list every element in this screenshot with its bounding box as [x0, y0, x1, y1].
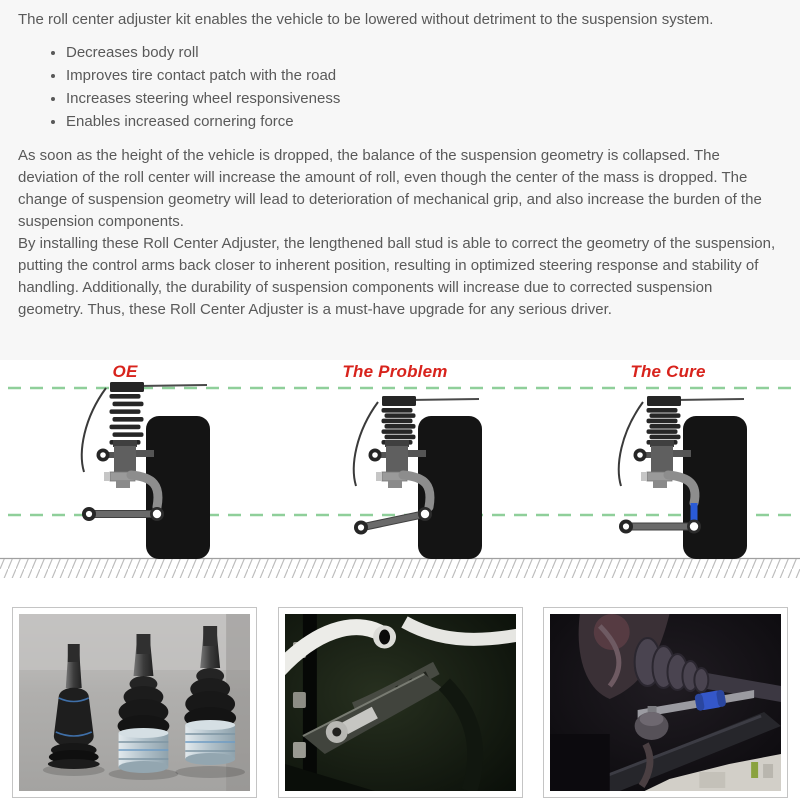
solution-paragraph: By installing these Roll Center Adjuster, the lengthened ball stud is able to correct the geometry of the suspension, putting the control arms back closer to inherent position, resulting in optimized steering response and stability of handling. Additionally, the durability of suspension components will increase due to corrected suspension geometry. Thus, these Roll Center Adjuster is a must-have upgrade for any serious driver. [18, 235, 776, 318]
photo-oem-suspension-underside [278, 607, 523, 798]
suspension-diagram [0, 360, 800, 585]
coil-spring [110, 394, 141, 399]
strut-top-mount [647, 396, 681, 406]
oe-suspension-assembly [82, 382, 210, 559]
label-the-problem: The Problem [342, 362, 448, 381]
sway-bar [354, 402, 378, 486]
label-oe: OE [112, 362, 138, 381]
intro-paragraph: The roll center adjuster kit enables the vehicle to be lowered without detriment to the suspension system. [18, 11, 714, 28]
coil-spring [385, 424, 416, 429]
photo-ball-joint-comparison [12, 607, 257, 798]
suspension-diagram-graphic [0, 360, 800, 585]
coil-spring [382, 419, 413, 424]
coil-spring [650, 424, 681, 429]
coil-spring [110, 409, 141, 414]
coil-spring [650, 413, 681, 418]
knuckle-arm [403, 475, 430, 507]
product-photos [0, 585, 800, 798]
ball-joint-pivot [690, 522, 698, 530]
ball-joint-pivot [421, 510, 429, 518]
coil-spring [382, 408, 413, 413]
label-the-cure: The Cure [630, 362, 706, 381]
strut-body [386, 446, 408, 472]
coil-spring [113, 402, 144, 407]
strut-body [651, 446, 673, 472]
benefit-item: • Enables increased cornering force [66, 110, 782, 133]
coil-spring [113, 432, 144, 437]
sway-bar [619, 402, 643, 486]
coil-spring [382, 429, 413, 434]
strut-body [114, 446, 136, 472]
coil-spring [110, 425, 141, 430]
coil-spring [647, 408, 678, 413]
coil-spring [385, 413, 416, 418]
underside-photo-image [285, 614, 516, 791]
ball-joints-photo-image [19, 614, 250, 791]
control-arm [625, 523, 695, 530]
photo-installed-adjuster [543, 607, 788, 798]
strut-top-mount [110, 382, 144, 392]
geometry-paragraph: As soon as the height of the vehicle is dropped, the balance of the suspension geometry is collapsed. The deviation of the roll center will increase the amount of roll, even though the center of the mass is dropped. The change of suspension geometry will lead to deterioration of mechanical grip, and also increase the burden of the suspension components. [18, 147, 762, 230]
benefit-item: • Decreases body roll [66, 41, 782, 64]
description-section [0, 0, 800, 360]
problem-suspension-assembly [354, 396, 482, 559]
benefit-item: • Improves tire contact patch with the road [66, 64, 782, 87]
coil-spring [650, 435, 681, 440]
knuckle-arm [131, 475, 158, 507]
cure-suspension-assembly [619, 396, 747, 559]
coil-spring [647, 419, 678, 424]
ball-joint-pivot [153, 510, 161, 518]
benefit-item: • Increases steering wheel responsiveness [66, 87, 782, 110]
control-arm [361, 511, 425, 532]
coil-spring [385, 435, 416, 440]
ground-hatching [0, 559, 800, 578]
strut-top-mount [382, 396, 416, 406]
coil-spring [647, 429, 678, 434]
installed-adjuster-photo-image [550, 614, 781, 791]
knuckle-arm [668, 475, 695, 503]
benefits-list [18, 41, 782, 133]
control-arm [88, 511, 158, 518]
coil-spring [113, 417, 144, 422]
